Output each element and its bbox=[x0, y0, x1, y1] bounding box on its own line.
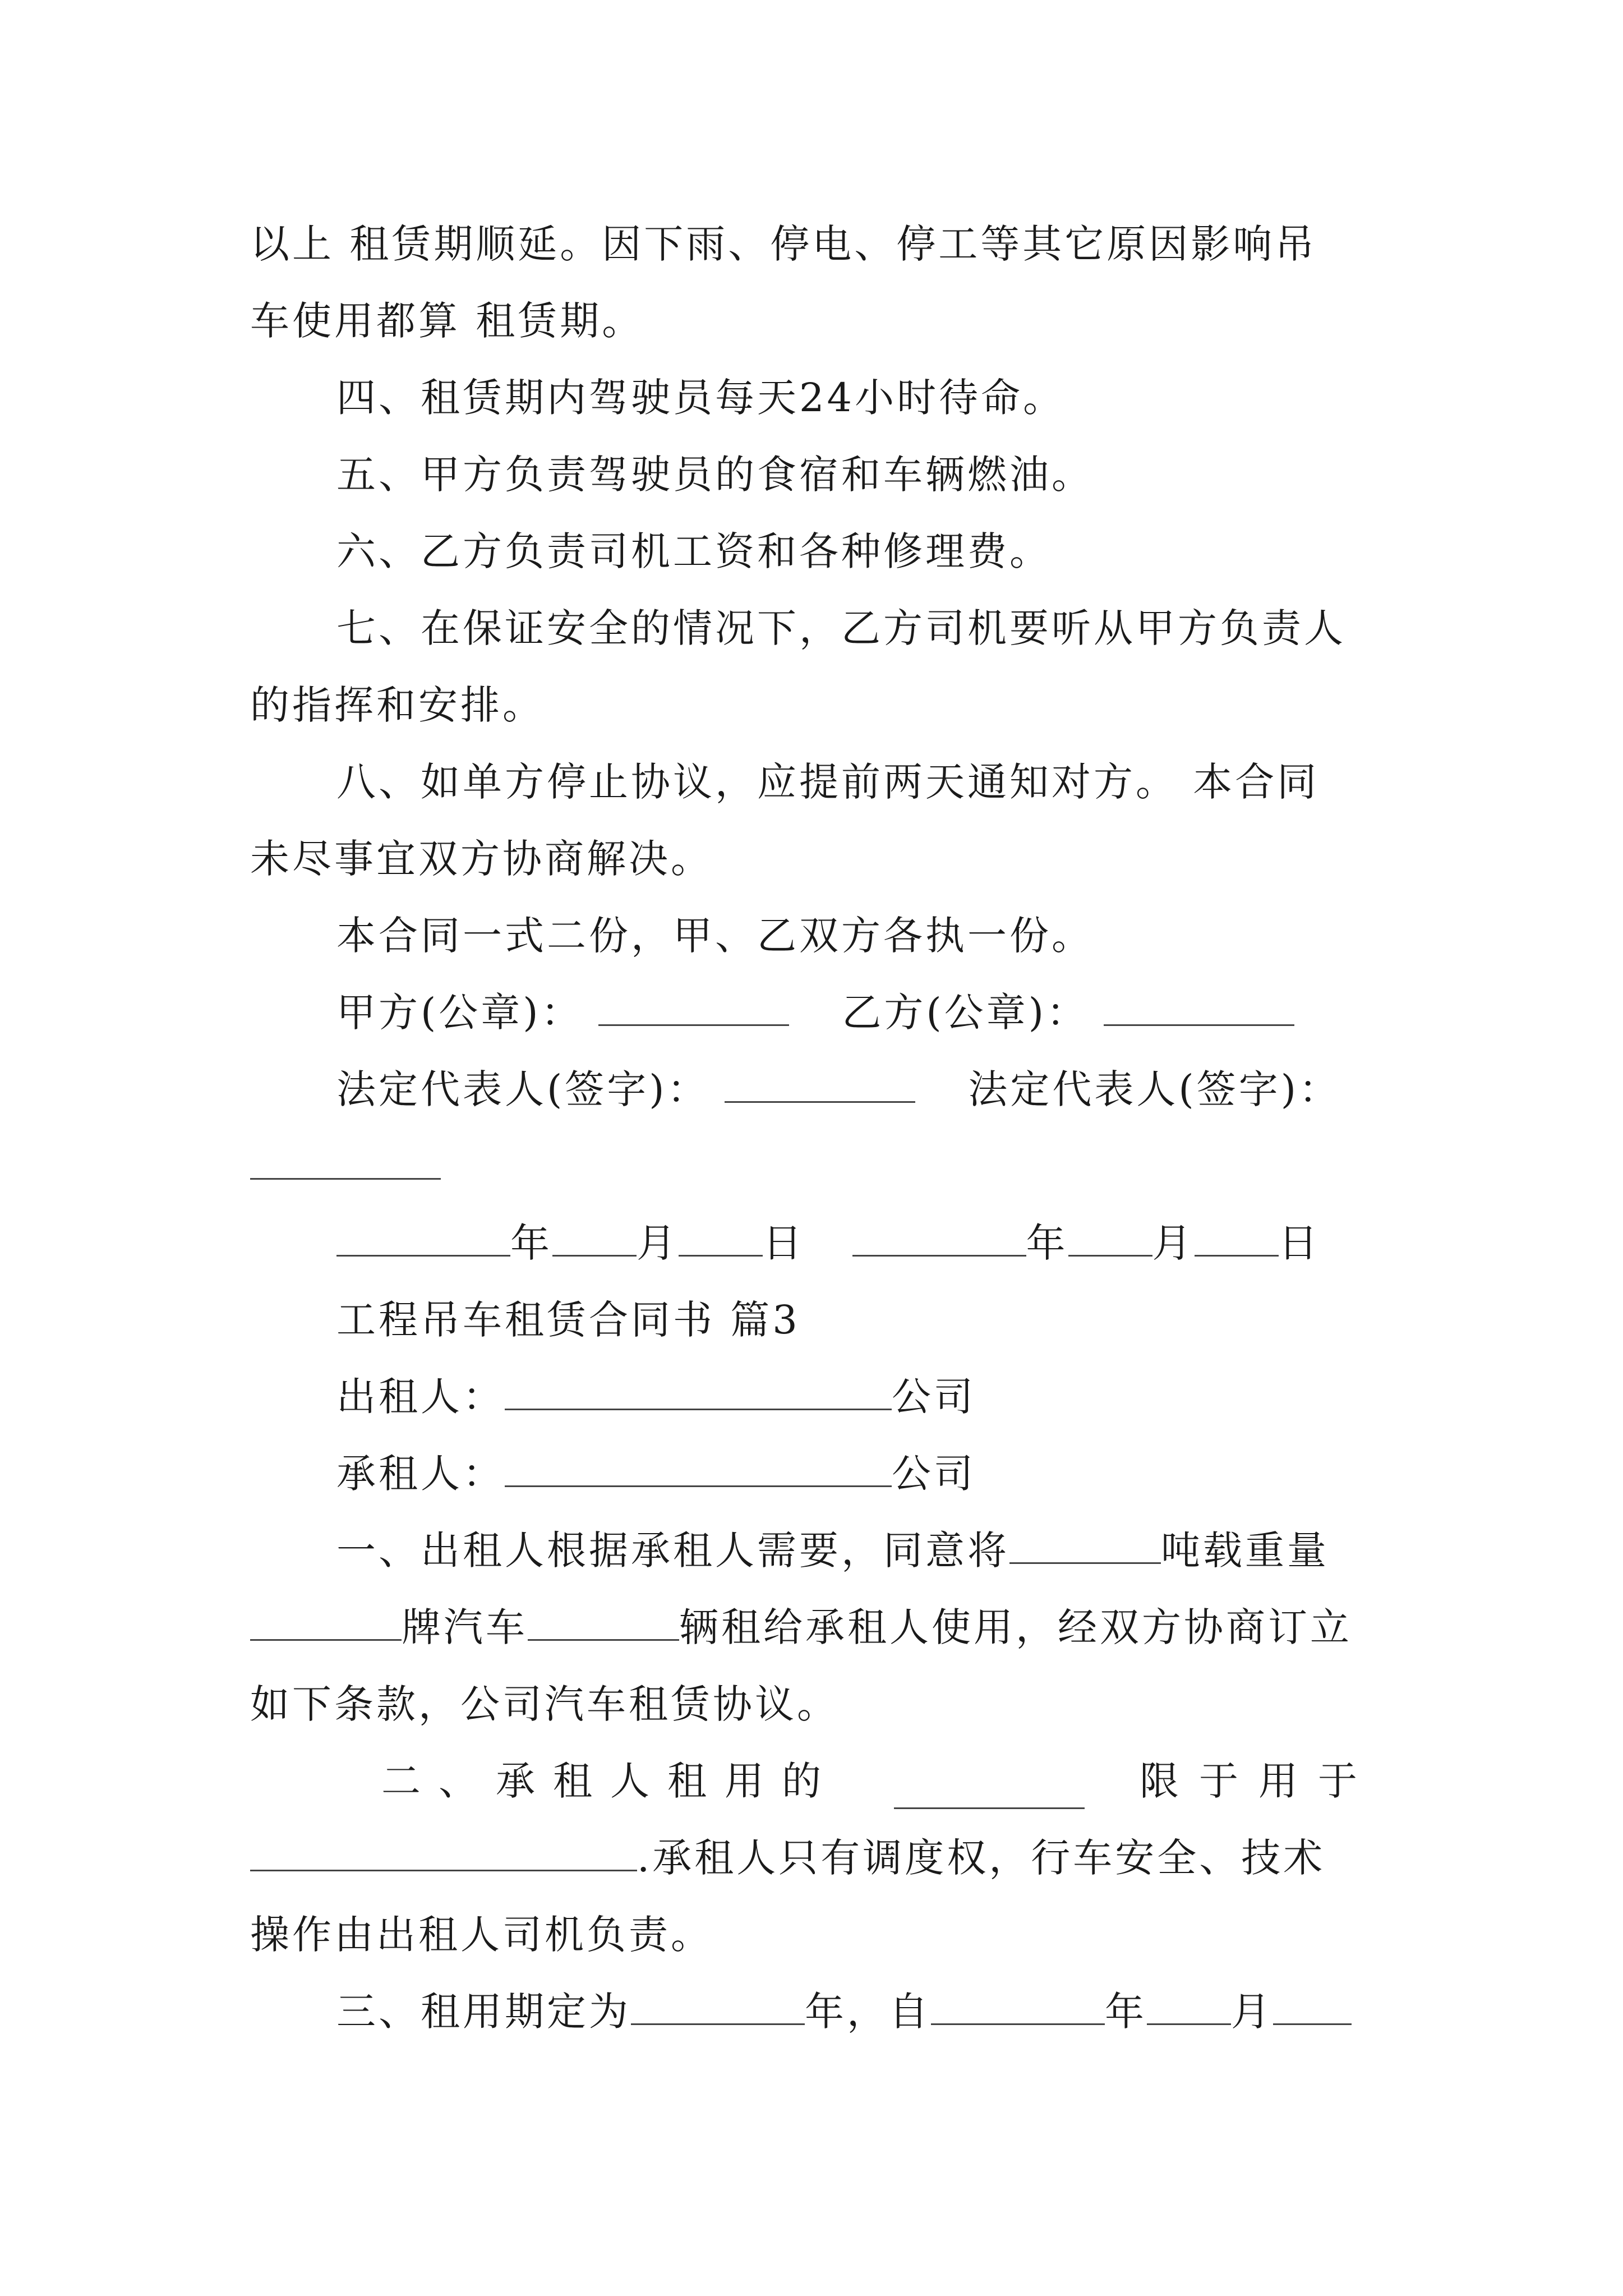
year-label: 年 bbox=[510, 1220, 552, 1266]
start-year-blank bbox=[931, 1990, 1105, 2025]
party-b-rep-blank bbox=[250, 1144, 441, 1180]
clause-two-line bbox=[250, 1830, 1377, 1886]
lessor-suffix: 公司 bbox=[892, 1374, 976, 1420]
quantity-blank bbox=[528, 1605, 679, 1641]
day-blank bbox=[679, 1221, 763, 1257]
party-b-rep-label: 法定代表人(签字)： bbox=[968, 1066, 1341, 1112]
party-a-rep-blank bbox=[725, 1068, 915, 1103]
brand-blank bbox=[250, 1605, 402, 1641]
term-blank bbox=[631, 1990, 805, 2025]
clause-three-text: 三、租用期定为 bbox=[336, 1989, 631, 2035]
clause-two-line bbox=[381, 1753, 1377, 1809]
paragraph-line: 车使用都算 租赁期。 bbox=[250, 298, 644, 344]
day-blank bbox=[1195, 1221, 1279, 1257]
copies-statement: 本合同一式二份，甲、乙双方各执一份。 bbox=[336, 913, 1094, 959]
year-blank bbox=[336, 1221, 510, 1257]
party-seal-line bbox=[336, 984, 1377, 1041]
date-line bbox=[336, 1215, 1377, 1271]
lessee-blank bbox=[505, 1452, 892, 1487]
clause-four: 四、租赁期内驾驶员每天24小时待命。 bbox=[336, 375, 1066, 421]
clause-one-text: 辆租给承租人使用，经双方协商订立 bbox=[679, 1604, 1352, 1650]
clause-two-line: 操作由出租人司机负责。 bbox=[250, 1912, 713, 1958]
month-label: 月 bbox=[637, 1220, 679, 1266]
clause-one-text: 牌汽车 bbox=[402, 1604, 528, 1650]
representative-continuation bbox=[250, 1138, 1377, 1194]
start-month-blank bbox=[1147, 1990, 1231, 2025]
clause-two-text: 二、承租人租用的 bbox=[381, 1758, 839, 1804]
lessor-line bbox=[336, 1369, 1377, 1425]
paragraph-line: 以上 租赁期顺延。因下雨、停电、停工等其它原因影响吊 bbox=[250, 221, 1317, 267]
lessor-blank bbox=[505, 1375, 892, 1410]
party-a-seal-blank bbox=[598, 991, 789, 1026]
paragraph-line: 未尽事宜双方协商解决。 bbox=[250, 836, 713, 882]
usage-blank bbox=[250, 1836, 637, 1871]
clause-seven: 七、在保证安全的情况下，乙方司机要听从甲方负责人 bbox=[336, 605, 1346, 651]
clause-three-text: 年，自 bbox=[805, 1989, 931, 2035]
clause-one-line: 如下条款，公司汽车租赁协议。 bbox=[250, 1681, 839, 1727]
clause-five: 五、甲方负责驾驶员的食宿和车辆燃油。 bbox=[336, 452, 1094, 498]
paragraph-line: 的指挥和安排。 bbox=[250, 682, 545, 728]
day-label: 日 bbox=[763, 1220, 805, 1266]
year-blank bbox=[852, 1221, 1026, 1257]
lessee-suffix: 公司 bbox=[892, 1451, 976, 1497]
clause-two-text: .承租人只有调度权，行车安全、技术 bbox=[637, 1835, 1326, 1881]
lessor-label: 出租人： bbox=[336, 1374, 505, 1420]
clause-two-text: 限于用于 bbox=[1140, 1758, 1377, 1804]
clause-three-text: 月 bbox=[1231, 1989, 1273, 2035]
month-label: 月 bbox=[1152, 1220, 1195, 1266]
clause-three-line bbox=[336, 1984, 1377, 2040]
month-blank bbox=[1068, 1221, 1152, 1257]
clause-one-text: 吨载重量 bbox=[1161, 1527, 1329, 1573]
party-a-seal-label: 甲方(公章)： bbox=[336, 990, 583, 1036]
vehicle-blank bbox=[894, 1774, 1085, 1809]
section-title: 工程吊车租赁合同书 篇3 bbox=[336, 1297, 800, 1343]
party-b-seal-blank bbox=[1104, 991, 1294, 1026]
start-day-blank bbox=[1273, 1990, 1352, 2025]
clause-three-text: 年 bbox=[1105, 1989, 1147, 2035]
day-label: 日 bbox=[1278, 1220, 1321, 1266]
party-b-seal-label: 乙方(公章)： bbox=[842, 990, 1089, 1036]
tonnage-blank bbox=[1009, 1529, 1161, 1564]
party-a-rep-label: 法定代表人(签字)： bbox=[336, 1066, 709, 1112]
lessee-label: 承租人： bbox=[336, 1451, 505, 1497]
year-label: 年 bbox=[1026, 1220, 1068, 1266]
lessee-line bbox=[336, 1446, 1377, 1502]
clause-six: 六、乙方负责司机工资和各种修理费。 bbox=[336, 528, 1052, 574]
clause-eight: 八、如单方停止协议，应提前两天通知对方。 本合同 bbox=[336, 759, 1320, 805]
clause-one-text: 一、出租人根据承租人需要，同意将 bbox=[336, 1527, 1009, 1573]
clause-one-line bbox=[250, 1599, 1377, 1655]
representative-line bbox=[336, 1061, 1377, 1117]
month-blank bbox=[552, 1221, 637, 1257]
clause-one-line bbox=[336, 1522, 1377, 1579]
